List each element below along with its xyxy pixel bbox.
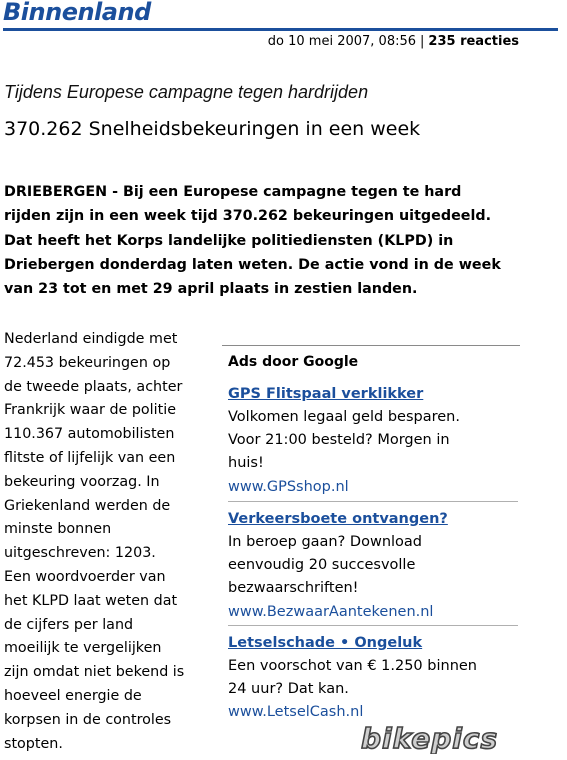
lead-line: van 23 tot en met 29 april plaats in zestien landen. xyxy=(4,281,418,298)
ads-title[interactable]: Ads door Google xyxy=(228,354,359,370)
body-line: bekeuring voorzag. In xyxy=(4,473,160,490)
section-header xyxy=(3,0,558,32)
body-line: zijn omdat niet bekend is xyxy=(4,664,185,681)
body-line: 110.367 automobilisten xyxy=(4,426,175,443)
body-line: minste bonnen xyxy=(4,521,112,538)
lead-line: rijden zijn in een week tijd 370.262 bekeuringen uitgedeeld. xyxy=(4,208,492,225)
body-line: Nederland eindigde met xyxy=(4,331,178,347)
article-body xyxy=(4,328,219,756)
bikepics-watermark xyxy=(355,722,545,754)
ad-text-line: Voor 21:00 besteld? Morgen in xyxy=(228,432,450,449)
ad-url-link[interactable]: www.BezwaarAantekenen.nl xyxy=(228,603,434,620)
body-line: korpsen in de controles xyxy=(4,711,172,728)
meta-separator: | xyxy=(420,34,425,49)
body-line: de cijfers per land xyxy=(4,616,134,633)
ad-divider xyxy=(228,501,518,502)
section-title[interactable]: Binnenland xyxy=(3,0,151,26)
body-line: flitste of lijfelijk van een xyxy=(4,449,176,466)
ad-title-link[interactable]: GPS Flitspaal verklikker xyxy=(228,386,424,402)
article-headline: 370.262 Snelheidsbekeuringen in een week xyxy=(4,118,421,140)
section-divider xyxy=(3,28,558,31)
ad-text-line: eenvoudig 20 succesvolle xyxy=(228,557,416,574)
ad-item xyxy=(228,632,518,724)
ad-text-line: Volkomen legaal geld besparen. xyxy=(228,409,460,425)
ad-text xyxy=(228,531,518,601)
publish-date: do 10 mei 2007, 08:56 xyxy=(267,34,417,49)
ad-item xyxy=(228,383,518,499)
ad-divider xyxy=(228,625,518,626)
ad-item xyxy=(228,508,518,624)
body-line: de tweede plaats, achter xyxy=(4,378,183,395)
ad-text-line: 24 uur? Dat kan. xyxy=(228,681,349,698)
body-line: Een woordvoerder van xyxy=(4,568,166,585)
ad-text-line: In beroep gaan? Download xyxy=(228,534,422,550)
ad-text xyxy=(228,406,518,476)
watermark-text: bikepics xyxy=(361,722,499,754)
ad-url-link[interactable]: www.LetselCash.nl xyxy=(228,704,364,721)
body-line: 72.453 bekeuringen op xyxy=(4,354,171,371)
article-kicker: Tijdens Europese campagne tegen hardrijden xyxy=(4,82,369,102)
ad-text-line: bezwaarschriften! xyxy=(228,580,359,597)
lead-line: Driebergen donderdag laten weten. De actie vond in de week xyxy=(4,256,501,273)
body-line: het KLPD laat weten dat xyxy=(4,592,178,609)
google-ads-box xyxy=(222,345,520,721)
ad-text-line: Een voorschot van € 1.250 binnen xyxy=(228,658,477,674)
article-meta xyxy=(268,34,519,49)
lead-line: DRIEBERGEN - Bij een Europese campagne tegen te hard xyxy=(4,184,462,200)
ad-text-line: huis! xyxy=(228,455,264,472)
body-line: stopten. xyxy=(4,735,63,752)
ad-title-link[interactable]: Letselschade • Ongeluk xyxy=(228,635,423,651)
body-line: Griekenland werden de xyxy=(4,497,171,514)
reactions-link[interactable]: 235 reacties xyxy=(428,34,519,49)
ad-title-link[interactable]: Verkeersboete ontvangen? xyxy=(228,511,448,527)
ad-text xyxy=(228,655,518,701)
body-line: uitgeschreven: 1203. xyxy=(4,545,156,562)
article-lead xyxy=(4,180,529,301)
body-line: hoeveel energie de xyxy=(4,687,142,704)
lead-line: Dat heeft het Korps landelijke politiediensten (KLPD) in xyxy=(4,232,454,249)
body-line: moeilijk te vergelijken xyxy=(4,640,162,657)
body-line: Frankrijk waar de politie xyxy=(4,402,177,419)
ad-url-link[interactable]: www.GPSshop.nl xyxy=(228,478,349,495)
